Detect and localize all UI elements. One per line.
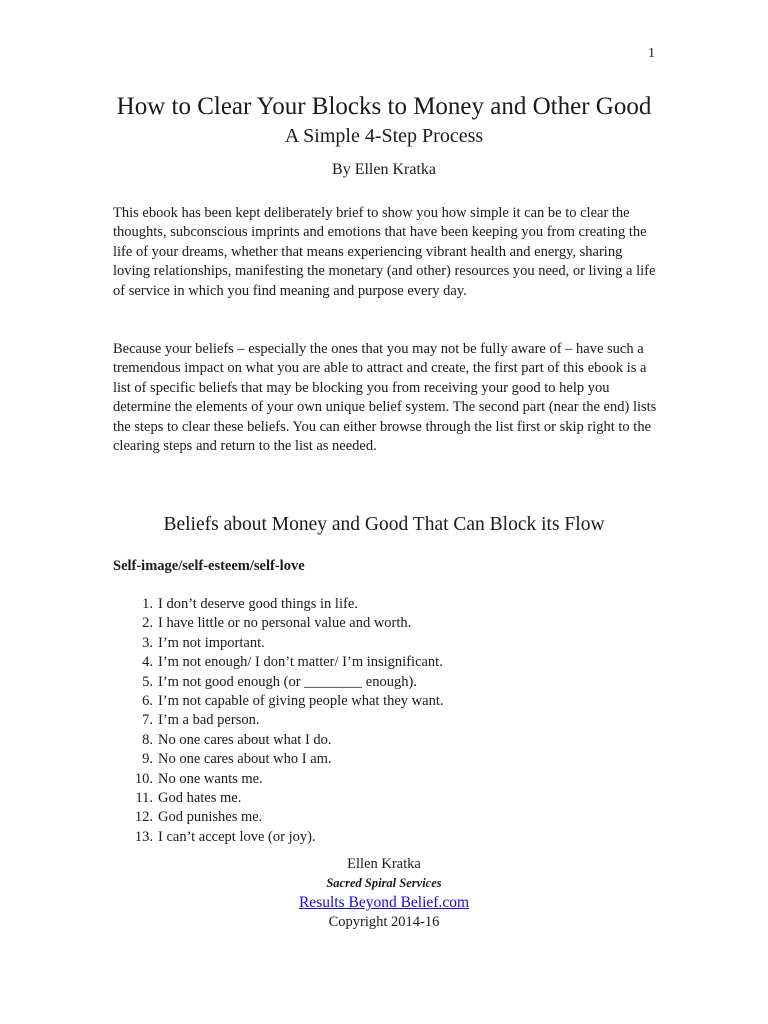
list-item-number: 7.	[142, 712, 153, 729]
list-item	[113, 653, 658, 672]
list-item-number: 6.	[142, 693, 153, 710]
document-title: How to Clear Your Blocks to Money and Other Good	[116, 93, 652, 120]
list-item-number: 3.	[142, 634, 153, 651]
list-item-text: No one wants me.	[158, 770, 263, 787]
section-heading: Beliefs about Money and Good That Can Block its Flow	[163, 514, 605, 535]
footer-author: Ellen Kratka	[347, 856, 421, 872]
list-item	[113, 692, 658, 711]
list-item-text: I’m not capable of giving people what they want.	[158, 693, 444, 710]
list-item-number: 4.	[142, 654, 153, 671]
list-item-text: No one cares about what I do.	[158, 731, 332, 748]
list-item-number: 2.	[142, 615, 153, 632]
list-item-text: I’m not important.	[158, 634, 265, 651]
list-item	[113, 614, 658, 633]
beliefs-paragraph: Because your beliefs – especially the ones that you may not be fully aware of – have such a tremendous impact on what you are able to attract and create, the first part of this ebook is a list of specific beliefs that may be blocking you from receiving your good to help you determine the elements of your own unique belief system. The second part (near the end) lists the steps to clear these beliefs. You can either browse through the list first or skip right to the clearing steps and return to the list as needed.	[113, 341, 657, 455]
website-link[interactable]: Results Beyond Belief.com	[298, 894, 470, 911]
list-item-text: I don’t deserve good things in life.	[158, 596, 358, 612]
beliefs-list	[113, 595, 658, 847]
footer-copyright: Copyright 2014-16	[328, 914, 440, 930]
list-item-number: 10.	[134, 770, 153, 787]
intro-paragraph: This ebook has been kept deliberately brief to show you how simple it can be to clear the thoughts, subconscious imprints and emotions that have been keeping you from creating the life of your dreams, whether that means experiencing vibrant health and energy, sharing loving relationships, manifesting the monetary (and other) resources you need, or living a life of service in which you find meaning and purpose every day.	[113, 205, 656, 299]
list-item-text: I can’t accept love (or joy).	[158, 828, 316, 845]
list-item-number: 12.	[134, 809, 153, 826]
list-item-number: 11.	[135, 790, 153, 807]
list-item-text: I have little or no personal value and worth.	[158, 615, 412, 632]
list-item	[113, 770, 658, 789]
footer	[0, 855, 768, 932]
list-item	[113, 595, 658, 614]
document-subtitle: A Simple 4-Step Process	[284, 125, 484, 147]
list-item	[113, 673, 658, 692]
author-byline: By Ellen Kratka	[332, 161, 436, 178]
list-item	[113, 750, 658, 769]
footer-brand: Sacred Spiral Services	[326, 876, 442, 890]
list-item	[113, 789, 658, 808]
list-item-text: I’m a bad person.	[158, 712, 260, 729]
list-item	[113, 731, 658, 750]
list-item-text: God punishes me.	[158, 809, 263, 826]
list-item-text: No one cares about who I am.	[158, 751, 332, 768]
list-item-text: God hates me.	[158, 790, 242, 807]
list-item	[113, 828, 658, 847]
list-item	[113, 634, 658, 653]
list-item-number: 5.	[142, 673, 153, 690]
list-item-text: I’m not enough/ I don’t matter/ I’m insignificant.	[158, 654, 443, 671]
list-item	[113, 711, 658, 730]
list-item-number: 9.	[142, 751, 153, 768]
list-item-number: 8.	[142, 731, 153, 748]
list-item-number: 1.	[142, 596, 153, 612]
list-item	[113, 808, 658, 827]
list-item-number: 13.	[134, 828, 153, 845]
page-number: 1	[648, 46, 655, 61]
list-item-text: I’m not good enough (or ________ enough).	[158, 673, 417, 690]
subsection-heading: Self-image/self-esteem/self-love	[113, 558, 305, 574]
